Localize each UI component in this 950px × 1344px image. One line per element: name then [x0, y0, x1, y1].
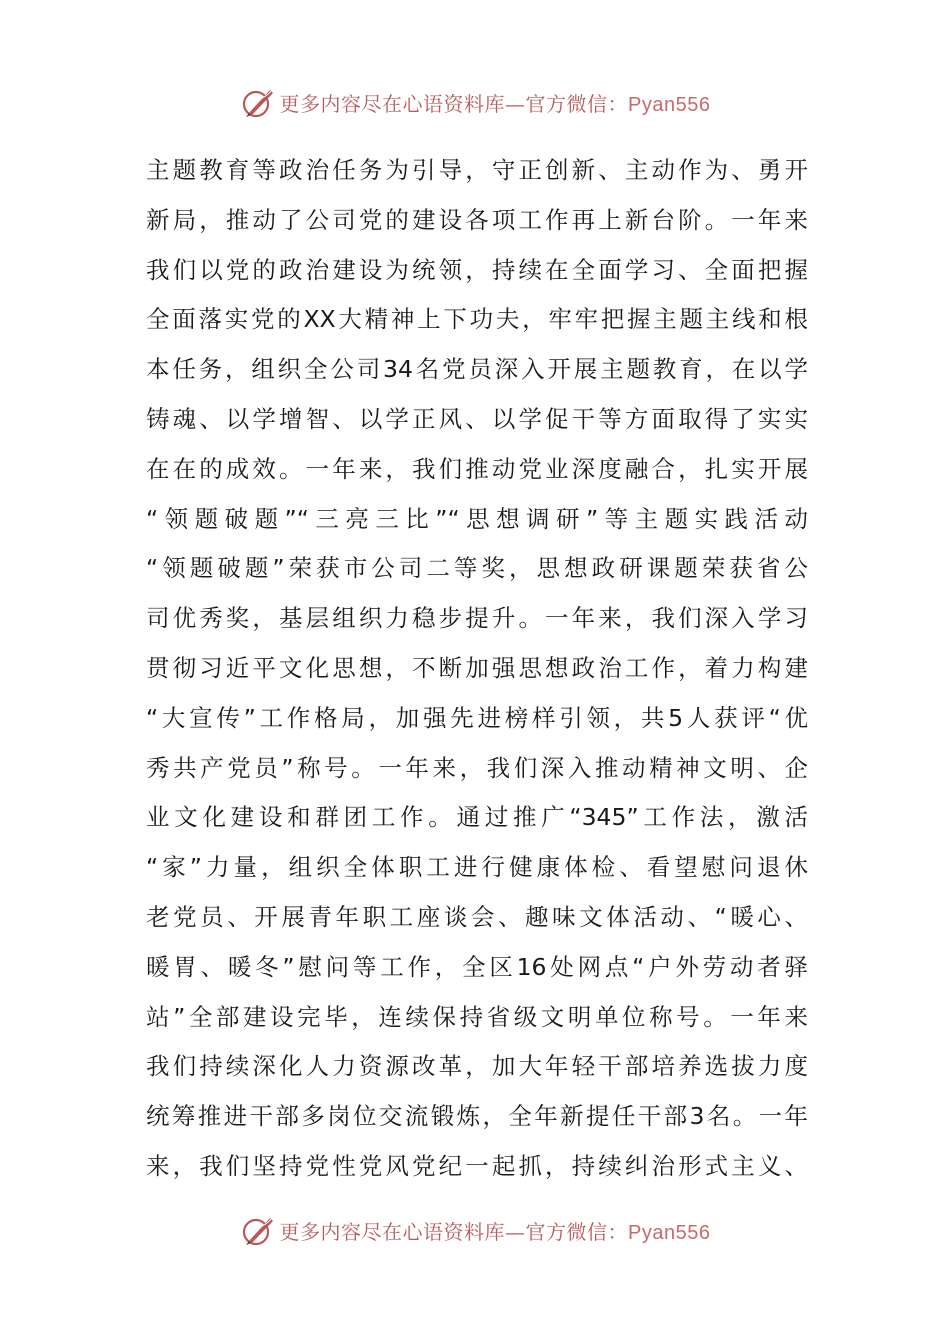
body-line: 在在的成效。一年来，我们推动党业深度融合，扎实开展 [146, 454, 808, 483]
body-line: 司优秀奖，基层组织力稳步提升。一年来，我们深入学习 [146, 604, 808, 633]
body-line: 新局，推动了公司党的建设各项工作再上新台阶。一年来 [146, 205, 808, 234]
body-line: 秀共产党员”称号。一年来，我们深入推动精神文明、企 [146, 753, 808, 782]
header-wechat-id: Pyan556 [628, 93, 711, 116]
quill-pen-logo-icon [240, 1212, 276, 1248]
body-line: 本任务，组织全公司34名党员深入开展主题教育，在以学 [146, 355, 808, 384]
body-line: 老党员、开展青年职工座谈会、趣味文体活动、“暖心、 [146, 902, 808, 931]
footer-wechat-id: Pyan556 [628, 1221, 711, 1244]
document-body [146, 146, 808, 1192]
body-line: 全面落实党的XX大精神上下功夫，牢牢把握主题主线和根 [146, 305, 808, 334]
body-line: 我们以党的政治建设为统领，持续在全面学习、全面把握 [146, 255, 808, 284]
body-line: “大宣传”工作格局，加强先进榜样引领，共5人获评“优 [146, 703, 808, 732]
body-line: “领题破题”“三亮三比”“思想调研”等主题实践活动 [146, 504, 808, 533]
body-line: 贯彻习近平文化思想，不断加强思想政治工作，着力构建 [146, 653, 808, 682]
header-banner-text: 更多内容尽在心语资料库—官方微信：Pyan556 [279, 91, 711, 116]
body-line: 我们持续深化人力资源改革，加大年轻干部培养选拔力度 [146, 1052, 808, 1081]
footer-banner [0, 1208, 950, 1252]
body-line: “家”力量，组织全体职工进行健康体检、看望慰问退休 [146, 853, 808, 882]
footer-banner-text: 更多内容尽在心语资料库—官方微信：Pyan556 [279, 1219, 711, 1244]
body-line: 业文化建设和群团工作。通过推广“345”工作法，激活 [146, 803, 808, 832]
header-banner [0, 80, 950, 124]
body-line: 主题教育等政治任务为引导，守正创新、主动作为、勇开 [146, 156, 808, 184]
body-line: 站”全部建设完毕，连续保持省级文明单位称号。一年来 [146, 1002, 808, 1031]
body-line: 暖胃、暖冬”慰问等工作，全区16处网点“户外劳动者驿 [146, 952, 808, 981]
body-line: 来，我们坚持党性党风党纪一起抓，持续纠治形式主义、 [146, 1151, 808, 1180]
body-line: 铸魂、以学增智、以学正风、以学促干等方面取得了实实 [146, 404, 808, 433]
quill-pen-logo-icon [240, 84, 276, 120]
body-line: 统筹推进干部多岗位交流锻炼，全年新提任干部3名。一年 [146, 1102, 808, 1131]
body-line: “领题破题”荣获市公司二等奖，思想政研课题荣获省公 [146, 554, 808, 583]
